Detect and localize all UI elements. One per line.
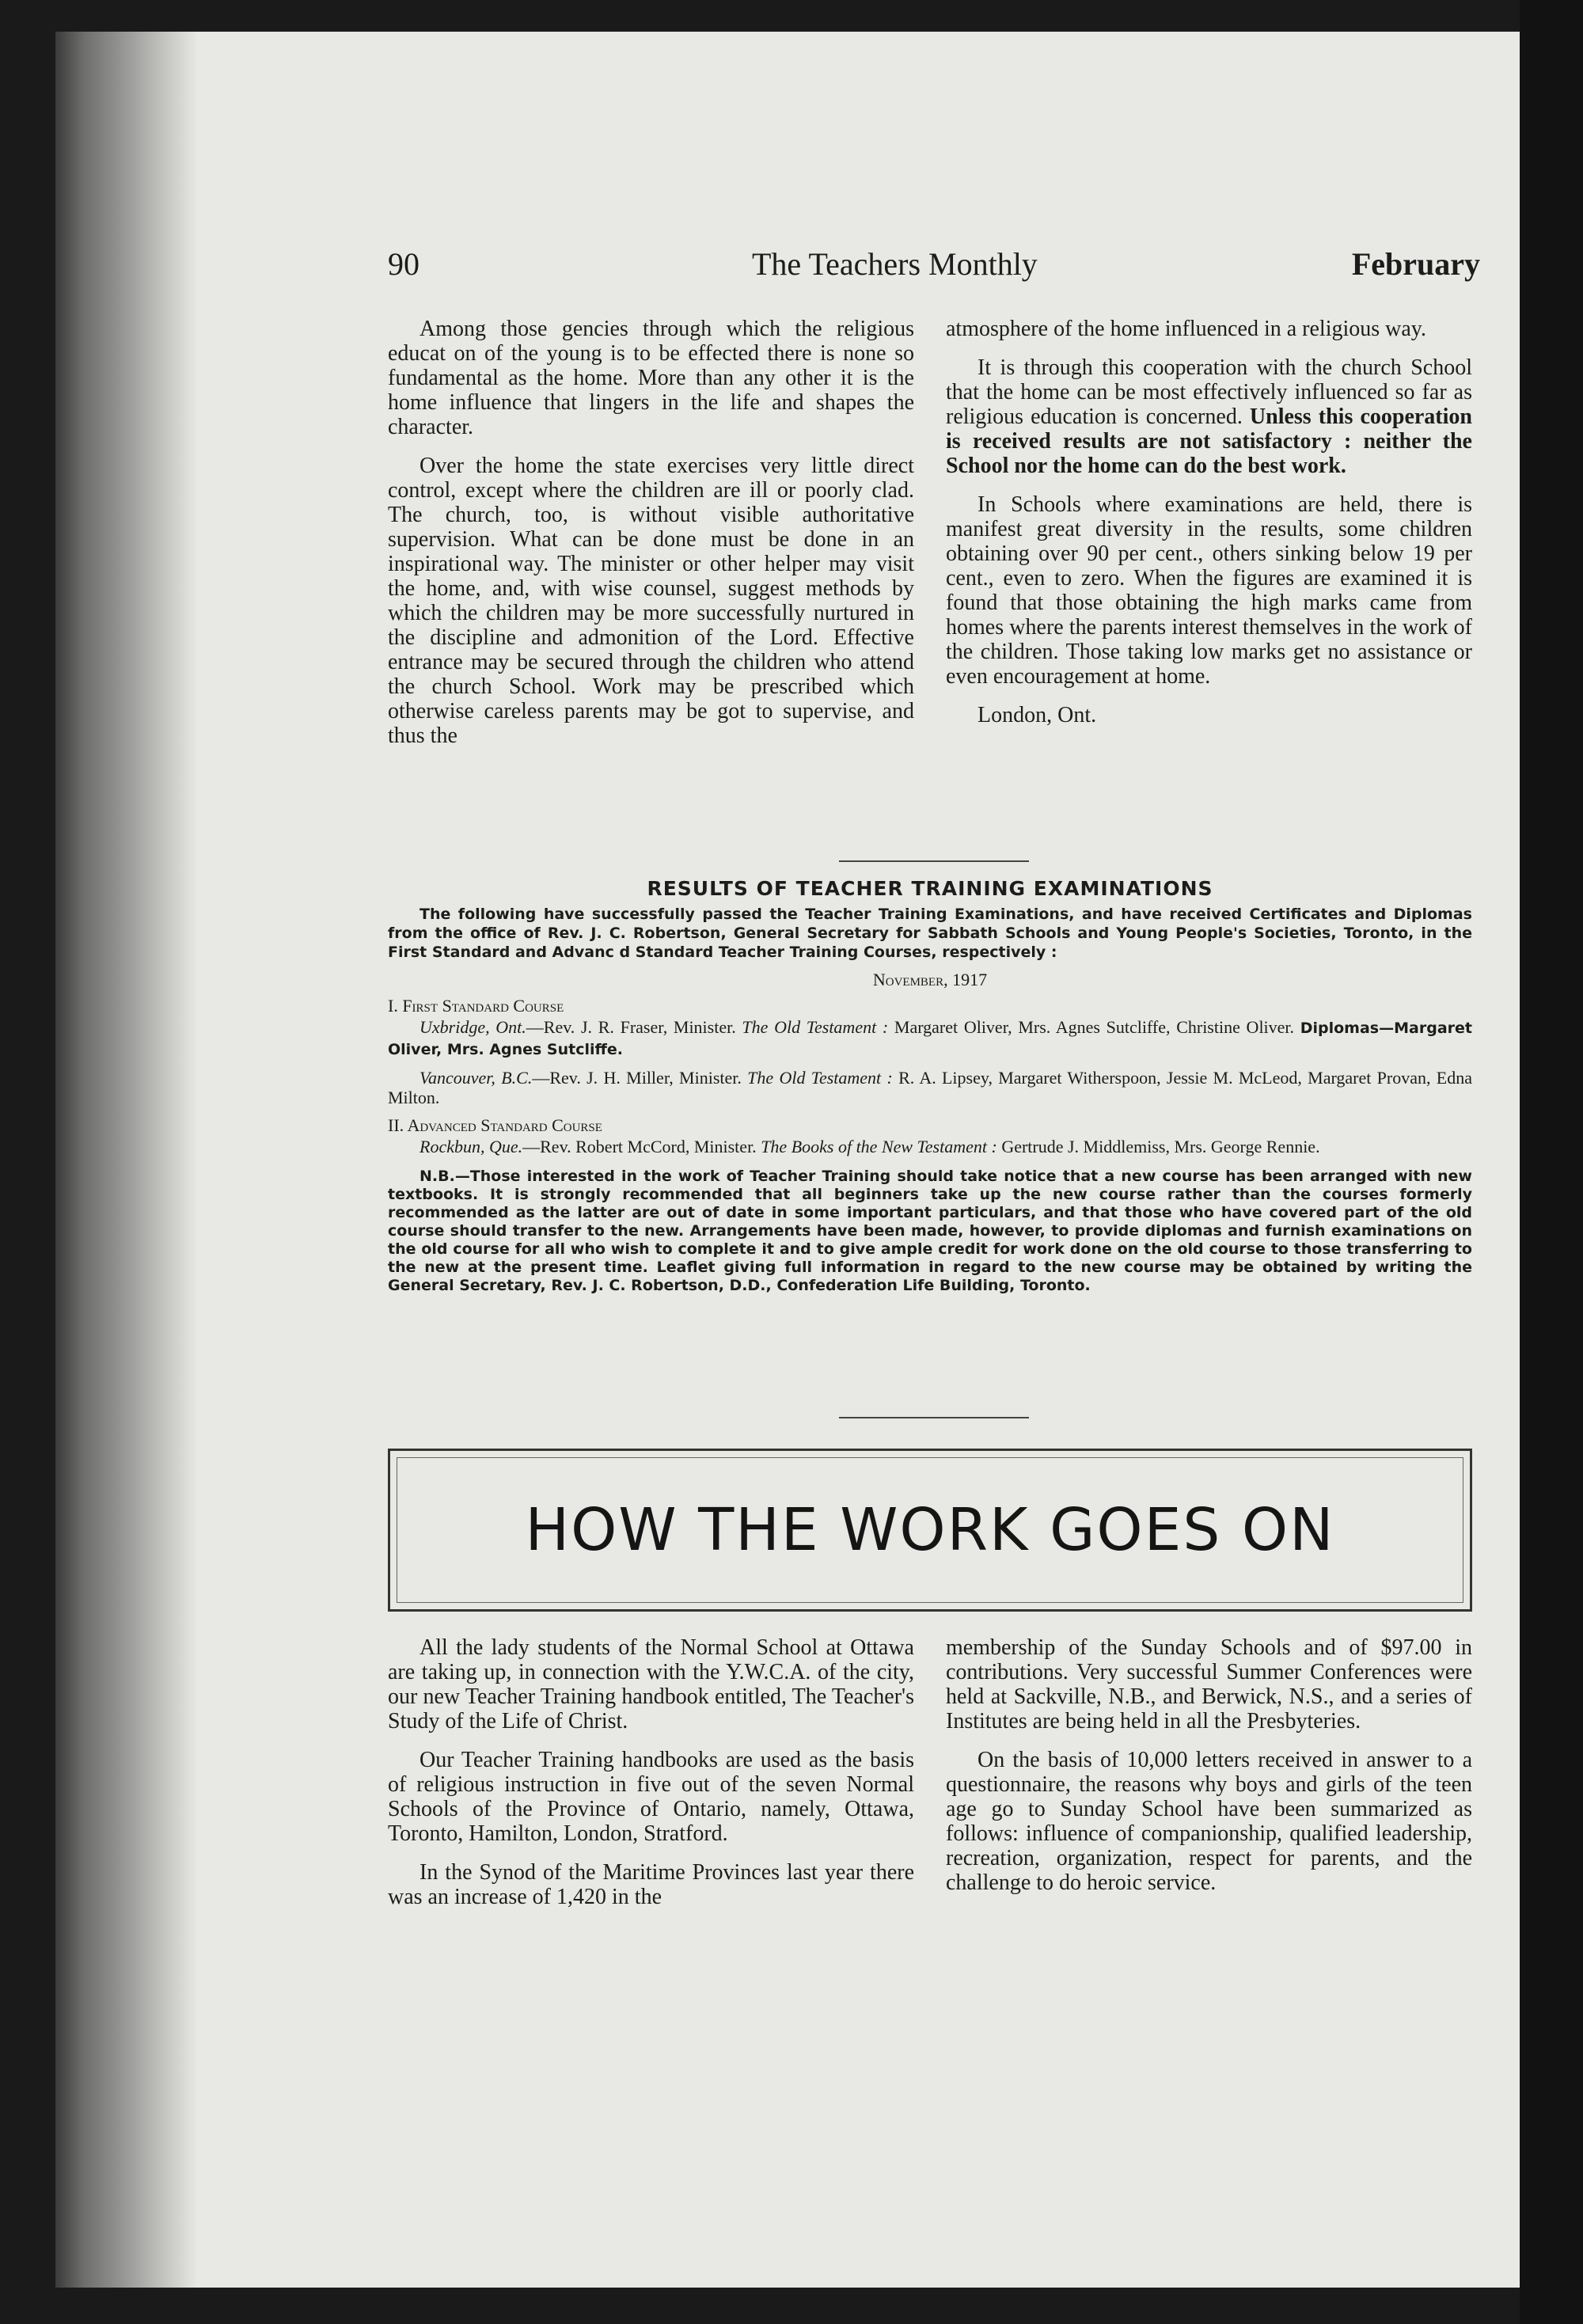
page-header	[388, 245, 1480, 293]
entry-place: Rockbun, Que.	[419, 1137, 523, 1156]
results-entry	[388, 1017, 1472, 1060]
entry-names: R. A. Lipsey, Margaret Witherspoon, Jessie M. McLeod, Margaret Provan, Edna Milton.	[388, 1068, 1472, 1107]
bottom-right-column	[946, 1635, 1472, 1909]
results-section	[388, 879, 1472, 1295]
paragraph-emphasis: Unless this cooperation is received results are not satisfactory : neither the School nor the home can do the best work.	[946, 404, 1472, 478]
paragraph-text: It is through this cooperation with the church School that the home can be most effectively influenced so far as religious education is concerned.	[946, 355, 1472, 429]
paragraph: membership of the Sunday Schools and of $97.00 in contributions. Very successful Summer Conferences were held at Sackville, N.B., and Berwick, N.S., and a series of Institutes are being held in all the Presbyteries.	[946, 1635, 1472, 1734]
results-entry	[388, 1068, 1472, 1107]
entry-book: The Old Testament :	[742, 1017, 889, 1037]
entry-place: Vancouver, B.C.	[419, 1068, 533, 1088]
paragraph: Our Teacher Training handbooks are used as the basis of religious instruction in five out of the seven Normal Schools of the Province of Ontario, namely, Ottawa, Toronto, Hamilton, London, Stratford.	[388, 1748, 914, 1846]
entry-book: The Books of the New Testament :	[761, 1137, 997, 1156]
course-heading: II. Advanced Standard Course	[388, 1115, 602, 1135]
nota-bene: N.B.—Those interested in the work of Teacher Training should take notice that a new course has been arranged with new textbooks. It is strongly recommended that all beginners take up the new course rather than the courses formerly recommended as the latter are out of date in some important particulars, and that those who have covered part of the old course should transfer to the new. Arrangements have been made, however, to provide diplomas and furnish examinations on the old course for all who wish to complete it and to give ample credit for work done on the old course to those transferring to the new at the present time. Leaflet giving full information in regard to the new course may be obtained by writing the General Secretary, Rev. J. C. Robertson, D.D., Confederation Life Building, Toronto.	[388, 1168, 1472, 1294]
paragraph	[946, 355, 1472, 478]
entry-diplomas: Diplomas—Margaret Oliver, Mrs. Agnes Sutcliffe.	[388, 1020, 1472, 1058]
issue-month: February	[1351, 246, 1480, 282]
results-intro: The following have successfully passed the Teacher Training Examinations, and have received Certificates and Diplomas from the office of Rev. J. C. Robertson, General Secretary for Sabbath Schools and Young People's Societies, Toronto, in the First Standard and Advanc d Standard Teacher Training Courses, respectively :	[388, 906, 1472, 961]
page-number: 90	[388, 246, 419, 282]
entry-names: Gertrude J. Middlemiss, Mrs. George Rennie.	[996, 1137, 1320, 1156]
course-heading: I. First Standard Course	[388, 996, 564, 1016]
top-right-column	[946, 317, 1472, 742]
bottom-left-column	[388, 1635, 914, 1923]
paragraph: In the Synod of the Maritime Provinces last year there was an increase of 1,420 in the	[388, 1860, 914, 1909]
section-banner	[388, 1449, 1472, 1612]
signature-place: London, Ont.	[978, 703, 1097, 727]
book-spine-shadow	[55, 32, 198, 2288]
entry-names: Margaret Oliver, Mrs. Agnes Sutcliffe, Christine Oliver.	[888, 1017, 1300, 1037]
paragraph: Over the home the state exercises very little direct control, except where the children are ill or poorly clad. The church, too, is without visible authoritative supervision. What can be done must be done in an inspirational way. The minister or other helper may visit the home, and, with wise counsel, suggest methods by which the children may be more successfully nurtured in the discipline and admonition of the Lord. Effective entrance may be secured through the children who attend the church School. Work may be prescribed which otherwise careless parents may be got to supervise, and thus the	[388, 454, 914, 748]
divider	[839, 1417, 1029, 1418]
top-left-column	[388, 317, 914, 762]
entry-minister: —Rev. Robert McCord, Minister.	[522, 1137, 761, 1156]
entry-minister: —Rev. J. H. Miller, Minister.	[532, 1068, 748, 1088]
banner-title: HOW THE WORK GOES ON	[525, 1496, 1335, 1564]
entry-place: Uxbridge, Ont.	[419, 1017, 526, 1037]
paragraph: On the basis of 10,000 letters received in answer to a questionnaire, the reasons why boys and girls of the teen age go to Sunday School have been summarized as follows: influence of companionship, qualified leadership, recreation, organization, respect for parents, and the challenge to do heroic service.	[946, 1748, 1472, 1895]
entry-book: The Old Testament :	[747, 1068, 893, 1088]
scan-border	[1520, 0, 1583, 2324]
results-entry	[388, 1137, 1472, 1156]
paragraph: All the lady students of the Normal School at Ottawa are taking up, in connection with the Y.W.C.A. of the city, our new Teacher Training handbook entitled, The Teacher's Study of the Life of Christ.	[388, 1635, 914, 1734]
paragraph: Among those gencies through which the religious educat on of the young is to be effected there is none so fundamental as the home. More than any other it is the home influence that lingers in the life and shapes the character.	[388, 317, 914, 439]
running-title: The Teachers Monthly	[752, 246, 1038, 282]
divider	[839, 860, 1029, 862]
section-heading: RESULTS OF TEACHER TRAINING EXAMINATIONS	[647, 877, 1213, 900]
results-date: November, 1917	[872, 970, 988, 989]
paragraph: atmosphere of the home influenced in a religious way.	[946, 317, 1426, 341]
paragraph: In Schools where examinations are held, there is manifest great diversity in the results, some children obtaining over 90 per cent., others sinking below 19 per cent., even to zero. When the figures are examined it is found that those obtaining the high marks came from homes where the parents interest themselves in the work of the children. Those taking low marks get no assistance or even encouragement at home.	[946, 492, 1472, 689]
entry-minister: —Rev. J. R. Fraser, Minister.	[526, 1017, 742, 1037]
banner-frame	[397, 1457, 1463, 1603]
